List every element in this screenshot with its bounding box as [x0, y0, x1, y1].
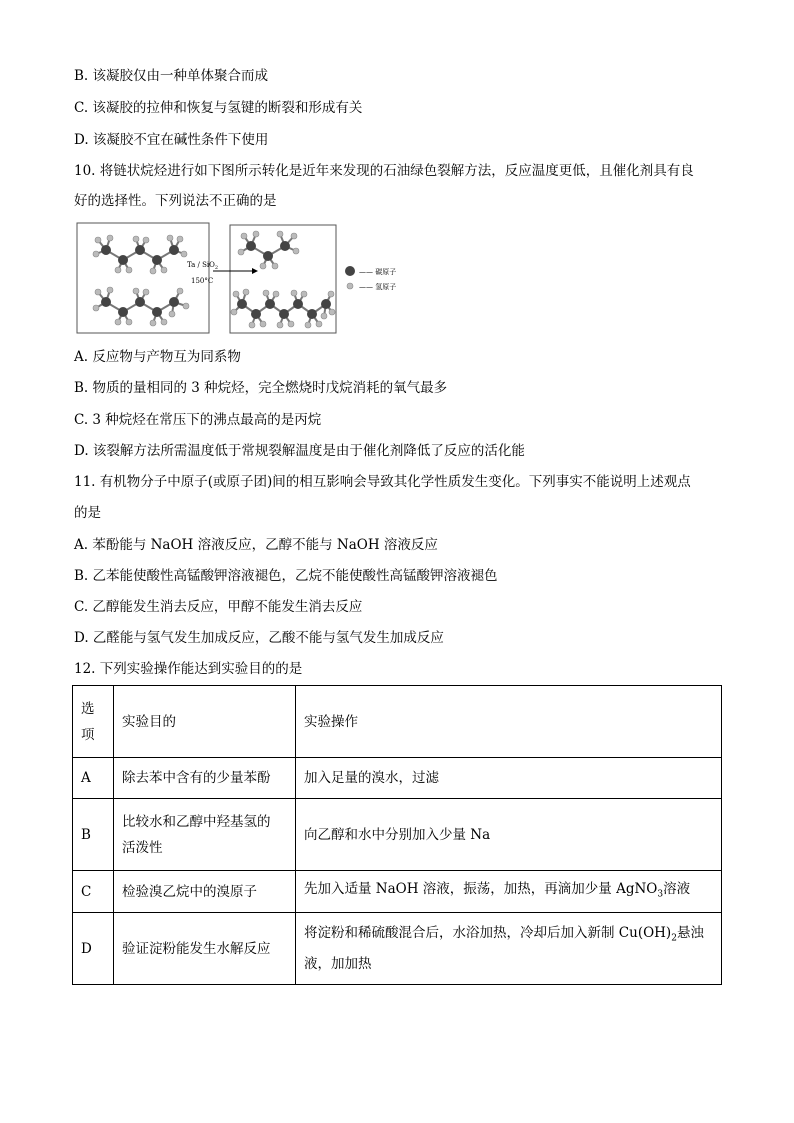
row-a-purpose: 除去苯中含有的少量苯酚 — [114, 758, 296, 799]
table-row — [73, 799, 722, 871]
table-row — [73, 758, 722, 799]
q11-stem-line2: 的是 — [74, 505, 101, 521]
row-d-purpose: 验证淀粉能发生水解反应 — [114, 913, 296, 985]
q10-stem-line2: 好的选择性。下列说法不正确的是 — [74, 193, 277, 209]
product-molecule-heptane — [234, 292, 332, 325]
reaction-arrow-head — [252, 268, 258, 274]
table-header-row — [73, 686, 722, 758]
q10-option-c: C. 3 种烷烃在常压下的沸点最高的是丙烷 — [74, 412, 322, 428]
row-c-operation: 先加入适量 NaOH 溶液，振荡，加热，再滴加少量 AgNO$_3$溶液 — [296, 871, 722, 913]
q11-option-a: A. 苯酚能与 NaOH 溶液反应，乙醇不能与 NaOH 溶液反应 — [74, 537, 438, 553]
legend-hydrogen-label: —— 氢原子 — [359, 283, 397, 291]
legend-carbon-label: —— 碳原子 — [359, 268, 397, 276]
temperature-label: 150°C — [191, 277, 214, 285]
experiment-table — [72, 685, 722, 985]
product-molecule-propane-carbons — [246, 241, 290, 261]
q9-option-d: D. 该凝胶不宜在碱性条件下使用 — [74, 132, 269, 148]
q11-option-c: C. 乙醇能发生消去反应，甲醇不能发生消去反应 — [74, 599, 363, 615]
row-b-operation: 向乙醇和水中分别加入少量 Na — [296, 799, 722, 871]
row-d-operation: 将淀粉和稀硫酸混合后，水浴加热，冷却后加入新制 $Cu(OH)_2$悬浊 液，加加热 — [296, 913, 722, 985]
row-d-option: D — [73, 913, 114, 985]
q9-option-c: C. 该凝胶的拉伸和恢复与氢键的断裂和形成有关 — [74, 100, 363, 116]
catalyst-label: Ta / SiO$_2$ — [187, 261, 219, 271]
q11-option-d: D. 乙醛能与氢气发生加成反应，乙酸不能与氢气发生加成反应 — [74, 630, 444, 646]
cracking-reaction-figure — [76, 222, 416, 337]
q11-option-b: B. 乙苯能使酸性高锰酸钾溶液褪色，乙烷不能使酸性高锰酸钾溶液褪色 — [74, 568, 498, 584]
product-molecule-propane-hydrogens — [238, 231, 299, 269]
row-a-operation: 加入足量的溴水，过滤 — [296, 758, 722, 799]
row-c-option: C — [73, 871, 114, 913]
row-b-option: B — [73, 799, 114, 871]
header-purpose: 实验目的 — [114, 686, 296, 758]
q10-stem-line1: 10. 将链状烷烃进行如下图所示转化是近年来发现的石油绿色裂解方法，反应温度更低，且催化剂具有良 — [74, 163, 694, 179]
legend-hydrogen-atom-icon — [347, 283, 353, 289]
table-row — [73, 871, 722, 913]
table-row — [73, 913, 722, 985]
q12-stem: 12. 下列实验操作能达到实验目的的是 — [74, 661, 303, 677]
q10-option-b: B. 物质的量相同的 3 种烷烃，完全燃烧时戊烷消耗的氧气最多 — [74, 380, 448, 396]
row-b-purpose: 比较水和乙醇中羟基氢的 活泼性 — [114, 799, 296, 871]
q10-option-a: A. 反应物与产物互为同系物 — [74, 349, 241, 365]
q9-option-b: B. 该凝胶仅由一种单体聚合而成 — [74, 68, 269, 84]
header-option: 选 项 — [73, 686, 114, 758]
row-a-option: A — [73, 758, 114, 799]
q10-option-d: D. 该裂解方法所需温度低于常规裂解温度是由于催化剂降低了反应的活化能 — [74, 443, 525, 459]
legend-carbon-atom-icon — [345, 266, 355, 276]
row-c-purpose: 检验溴乙烷中的溴原子 — [114, 871, 296, 913]
header-operation: 实验操作 — [296, 686, 722, 758]
product-molecule-heptane-carbons — [237, 299, 331, 319]
q11-stem-line1: 11. 有机物分子中原子(或原子团)间的相互影响会导致其化学性质发生变化。下列事实不能说明上述观点 — [74, 474, 691, 490]
